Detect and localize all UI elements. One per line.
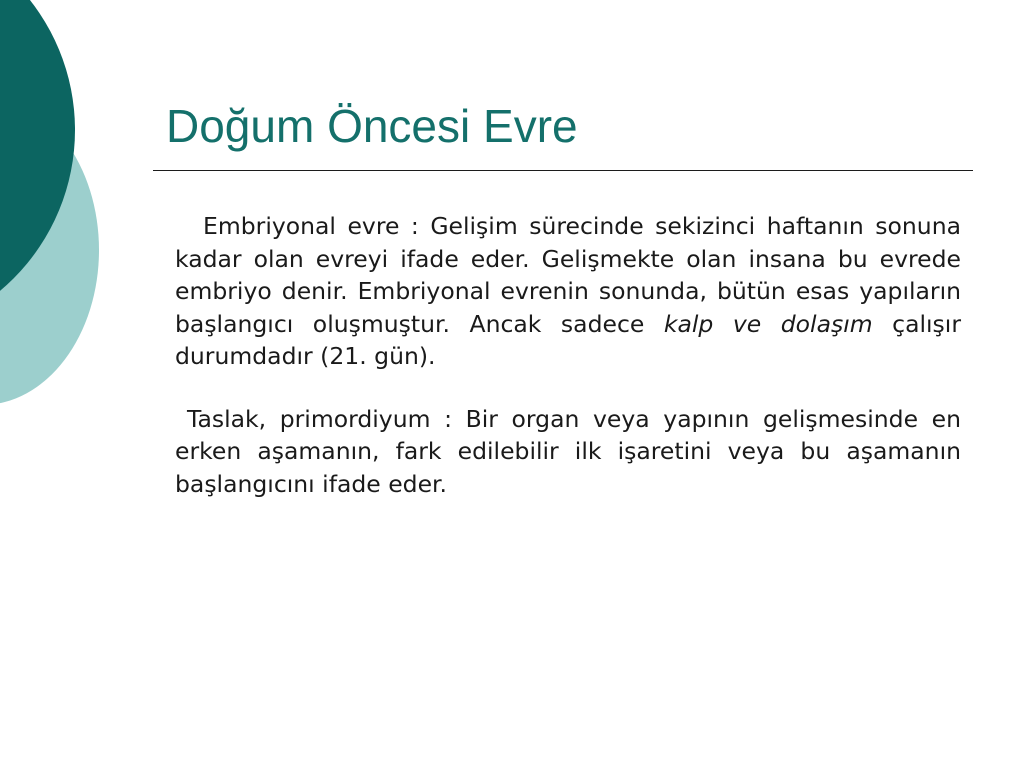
slide-title: Doğum Öncesi Evre (166, 100, 578, 152)
title-divider (153, 170, 973, 171)
paragraph-embryonic-stage (175, 210, 961, 373)
paragraph-primordium: Taslak, primordiyum : Bir organ veya yapının gelişmesinde en erken aşamanın, fark edilebilir ilk işaretini veya bu aşamanın başlangıcını ifade eder. (175, 404, 961, 498)
paragraph-text: Embriyonal evre : Gelişim sürecinde sekizinci haftanın sonuna kadar olan evreyi ifade eder. Gelişmekte olan insana bu evrede embriyo denir. Embriyonal evrenin sonunda, bütün esas yapıların başlangıcı oluşmuştur. Ancak sadece (175, 212, 961, 338)
slide-body (175, 210, 961, 500)
paragraph-text-end: çalışır durumdadır (21. gün). (175, 309, 961, 370)
italic-emphasis: kalp ve dolaşım (663, 309, 873, 338)
